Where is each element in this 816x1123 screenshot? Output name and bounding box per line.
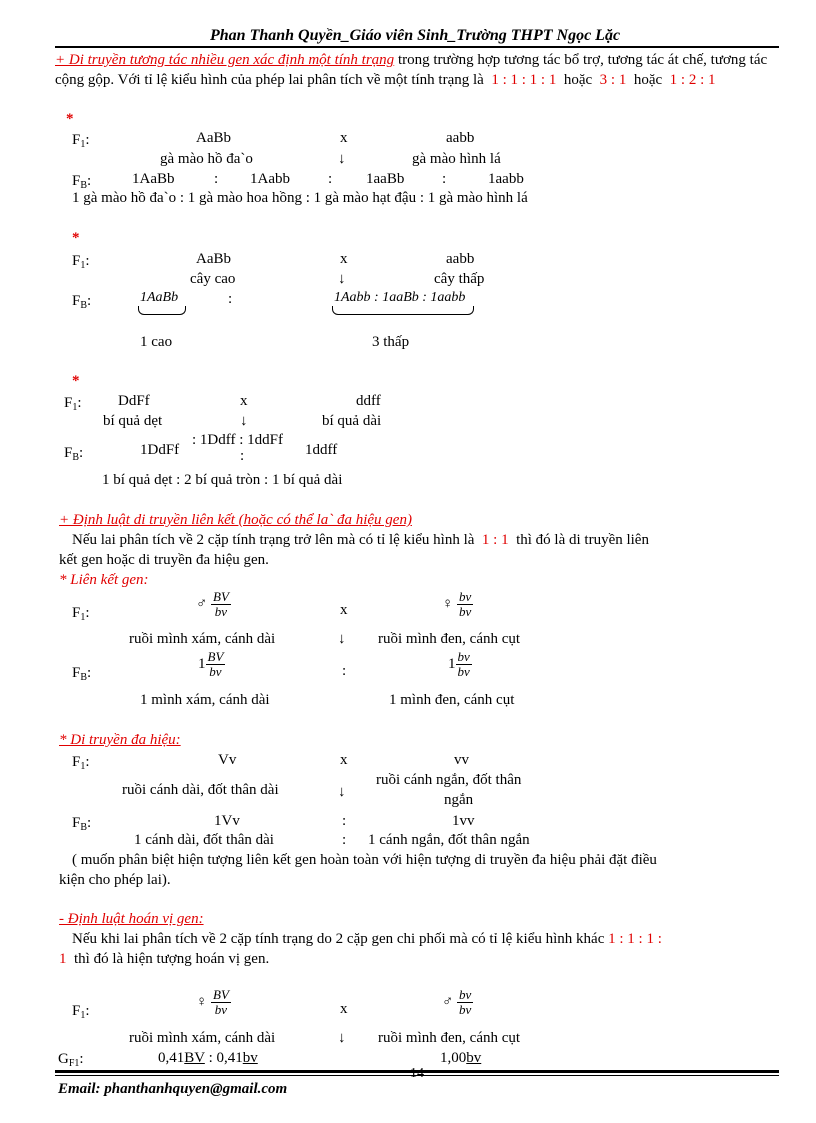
section-linkage-heading: + Định luật di truyền liên kết (hoặc có thể la` đa hiệu gen) [59,512,412,528]
ex5-gen1: 1Vv [214,813,240,829]
ex4-gen1: 1 $\frac{BV}{bv}$ [198,649,224,680]
ex4-result2: 1 mình đen, cánh cụt [389,692,515,708]
ex2-gen2: 1Aabb : 1aaBb : 1aabb [334,290,466,305]
ex2-brace1 [138,306,186,315]
example-star: * [66,111,74,127]
gametes-label: $G_{F1}$: [58,1051,84,1069]
fb-label: $F_B$: [72,665,92,683]
ex4-gen2: 1 $\frac{bv}{bv}$ [448,649,470,680]
section-interaction-text: trong trường hợp tương tác bổ trợ, tương [397,52,643,68]
ex6-desc1: ruồi mình xám, cánh dài [129,1030,276,1046]
ex3-parent2: ddff [356,393,381,409]
f1-label: $F_1$: [72,605,90,623]
or-text: hoặc [563,72,593,88]
ex5-result2: 1 cánh ngắn, đốt thân ngắn [368,832,530,848]
ex4-parent2: ♀ $\frac{bv}{bv}$ [442,589,472,620]
ex5-note1: ( muốn phân biệt hiện tượng liên kết gen hoàn toàn với hiện tượng di truyền đa hiệu phải đặt điều [72,852,657,868]
ex1-desc2: gà mào hình lá [412,151,501,167]
ex3-gen2: : 1Ddff : 1ddFf [192,432,283,448]
f1-label: $F_1$: [72,253,90,271]
fb-label: $F_B$: [72,293,92,311]
example-star: * [72,230,80,246]
ex3-gen1: 1DdFf [140,442,180,458]
ex2-arrow: ↓ [338,271,346,287]
pleiotropy-subheading: * Di truyền đa hiệu: [59,732,181,748]
ex4-desc2: ruồi mình đen, cánh cụt [378,631,521,647]
ex1-gen3: 1aaBb [366,171,405,187]
section-linkage-text-2: kết gen hoặc di truyền đa hiệu gen. [59,552,269,568]
ratio-1111-b: 1 : 1 [529,72,557,88]
or-text-2: hoặc [633,72,663,88]
ratio-31: 3 : 1 [599,72,627,88]
ex1-cross: x [340,130,348,146]
fb-label: $F_B$: [64,445,84,463]
page-number: 14 [410,1066,424,1081]
ex3-parent1: DdFf [118,393,150,409]
ex2-gen1: 1AaBb [140,290,179,305]
ex2-parent1: AaBb [196,251,231,267]
ex4-colon: : [342,663,347,679]
ex5-cross: x [340,752,348,768]
ex3-result: 1 bí quả dẹt : 2 bí quả tròn : 1 bí quả dài [102,472,343,488]
ex3-arrow: ↓ [240,413,248,429]
ex4-parent1: ♂ $\frac{BV}{bv}$ [196,589,229,620]
ex6-cross: x [340,1001,348,1017]
header-rule [55,46,779,48]
ex2-desc2: cây thấp [434,271,485,287]
ex4-result1: 1 mình xám, cánh dài [140,692,270,708]
footer-email: Email: phanthanhquyen@gmail.com [58,1081,288,1097]
ex1-desc1: gà mào hồ đa`o [160,151,253,167]
section-linkage-text: Nếu lai phân tích về 2 cặp tính trạng trở lên mà có tỉ lệ kiểu hình là 1 : 1 thì đó là di truyền liên [72,532,649,548]
ex2-cross: x [340,251,348,267]
male-icon: ♂ [442,994,454,1011]
example-star: * [72,373,80,389]
section-interaction-heading: + Di truyền tương tác nhiều gen xác định một tính trạng [55,52,395,68]
ex6-desc2: ruồi mình đen, cánh cụt [378,1030,521,1046]
ex6-gametes2: 1,00bv [440,1050,482,1066]
ex1-gen2: 1Aabb [250,171,290,187]
f1-label: $F_1$: [72,1003,90,1021]
ratio-121: 1 : 2 : 1 [669,72,716,88]
ex2-brace2 [332,306,474,315]
f1-label: $F_1$: [72,754,90,772]
ex2-colon: : [228,291,233,307]
f1-label: $F_1$: [72,132,90,150]
fb-label: $F_B$: [72,815,92,833]
ex3-desc2: bí quả dài [322,413,382,429]
f1-label: $F_1$: [64,395,82,413]
ex4-arrow: ↓ [338,631,346,647]
female-icon: ♀ [196,994,208,1011]
ex1-arrow: ↓ [338,151,346,167]
fb-label: $F_B$: [72,173,92,191]
ex1-colon: : [442,171,447,187]
section-interaction-text-2: tác át chế, tương tác cộng gộp. Với tỉ lệ kiểu hình của phép lai phân tích về một tính trạng là [55,52,768,88]
ex5-note2: kiện cho phép lai). [59,872,171,888]
ex6-parent2: ♂ $\frac{bv}{bv}$ [442,987,472,1018]
ex5-desc2a: ruồi cánh ngắn, đốt thân [376,772,522,788]
ex3-colon: : [240,448,245,464]
section-crossover-text: Nếu khi lai phân tích về 2 cặp tính trạng do 2 cặp gen chi phối mà có tỉ lệ kiểu hình khác 1 : 1 : 1 : [72,931,662,947]
ex5-colon: : [342,813,347,829]
ex1-gen1: 1AaBb [132,171,175,187]
ex1-parent1: AaBb [196,130,231,146]
ex4-desc1: ruồi mình xám, cánh dài [129,631,276,647]
section-crossover-text-2: 1 thì đó là hiện tượng hoán vị gen. [59,951,270,967]
ex1-parent2: aabb [446,130,475,146]
ex2-parent2: aabb [446,251,475,267]
section-interaction-paragraph [55,50,775,90]
ex3-cross: x [240,393,248,409]
ratio-1111-a: 1 : 1 : [491,72,526,88]
ex3-desc1: bí quả dẹt [103,413,163,429]
ex4-cross: x [340,602,348,618]
ex5-parent1: Vv [218,752,237,768]
section-crossover-heading: - Định luật hoán vị gen: [59,911,204,927]
ex5-gen2: 1vv [452,813,475,829]
female-icon: ♀ [442,596,454,613]
ex5-result1: 1 cánh dài, đốt thân dài [134,832,274,848]
ex1-gen4: 1aabb [488,171,524,187]
ex2-result1: 1 cao [140,334,173,350]
ex1-colon: : [328,171,333,187]
ex3-gen3: 1ddff [305,442,338,458]
ex5-parent2: vv [454,752,469,768]
ex5-colon-2: : [342,832,347,848]
ex6-gametes1: 0,41BV : 0,41bv [158,1050,258,1066]
ex6-parent1: ♀ $\frac{BV}{bv}$ [196,987,229,1018]
page-header-title: Phan Thanh Quyền_Giáo viên Sinh_Trường THPT Ngọc Lặc [210,27,621,44]
ex1-result: 1 gà mào hồ đa`o : 1 gà mào hoa hồng : 1 gà mào hạt đậu : 1 gà mào hình lá [72,190,528,206]
ex2-result2: 3 thấp [372,334,410,350]
ex5-desc2b: ngắn [444,792,474,808]
ex1-colon: : [214,171,219,187]
ex2-desc1: cây cao [190,271,236,287]
male-icon: ♂ [196,596,208,613]
ex5-arrow: ↓ [338,784,346,800]
ex5-desc1: ruồi cánh dài, đốt thân dài [122,782,279,798]
ex6-arrow: ↓ [338,1030,346,1046]
linkage-subheading: * Liên kết gen: [59,572,149,588]
